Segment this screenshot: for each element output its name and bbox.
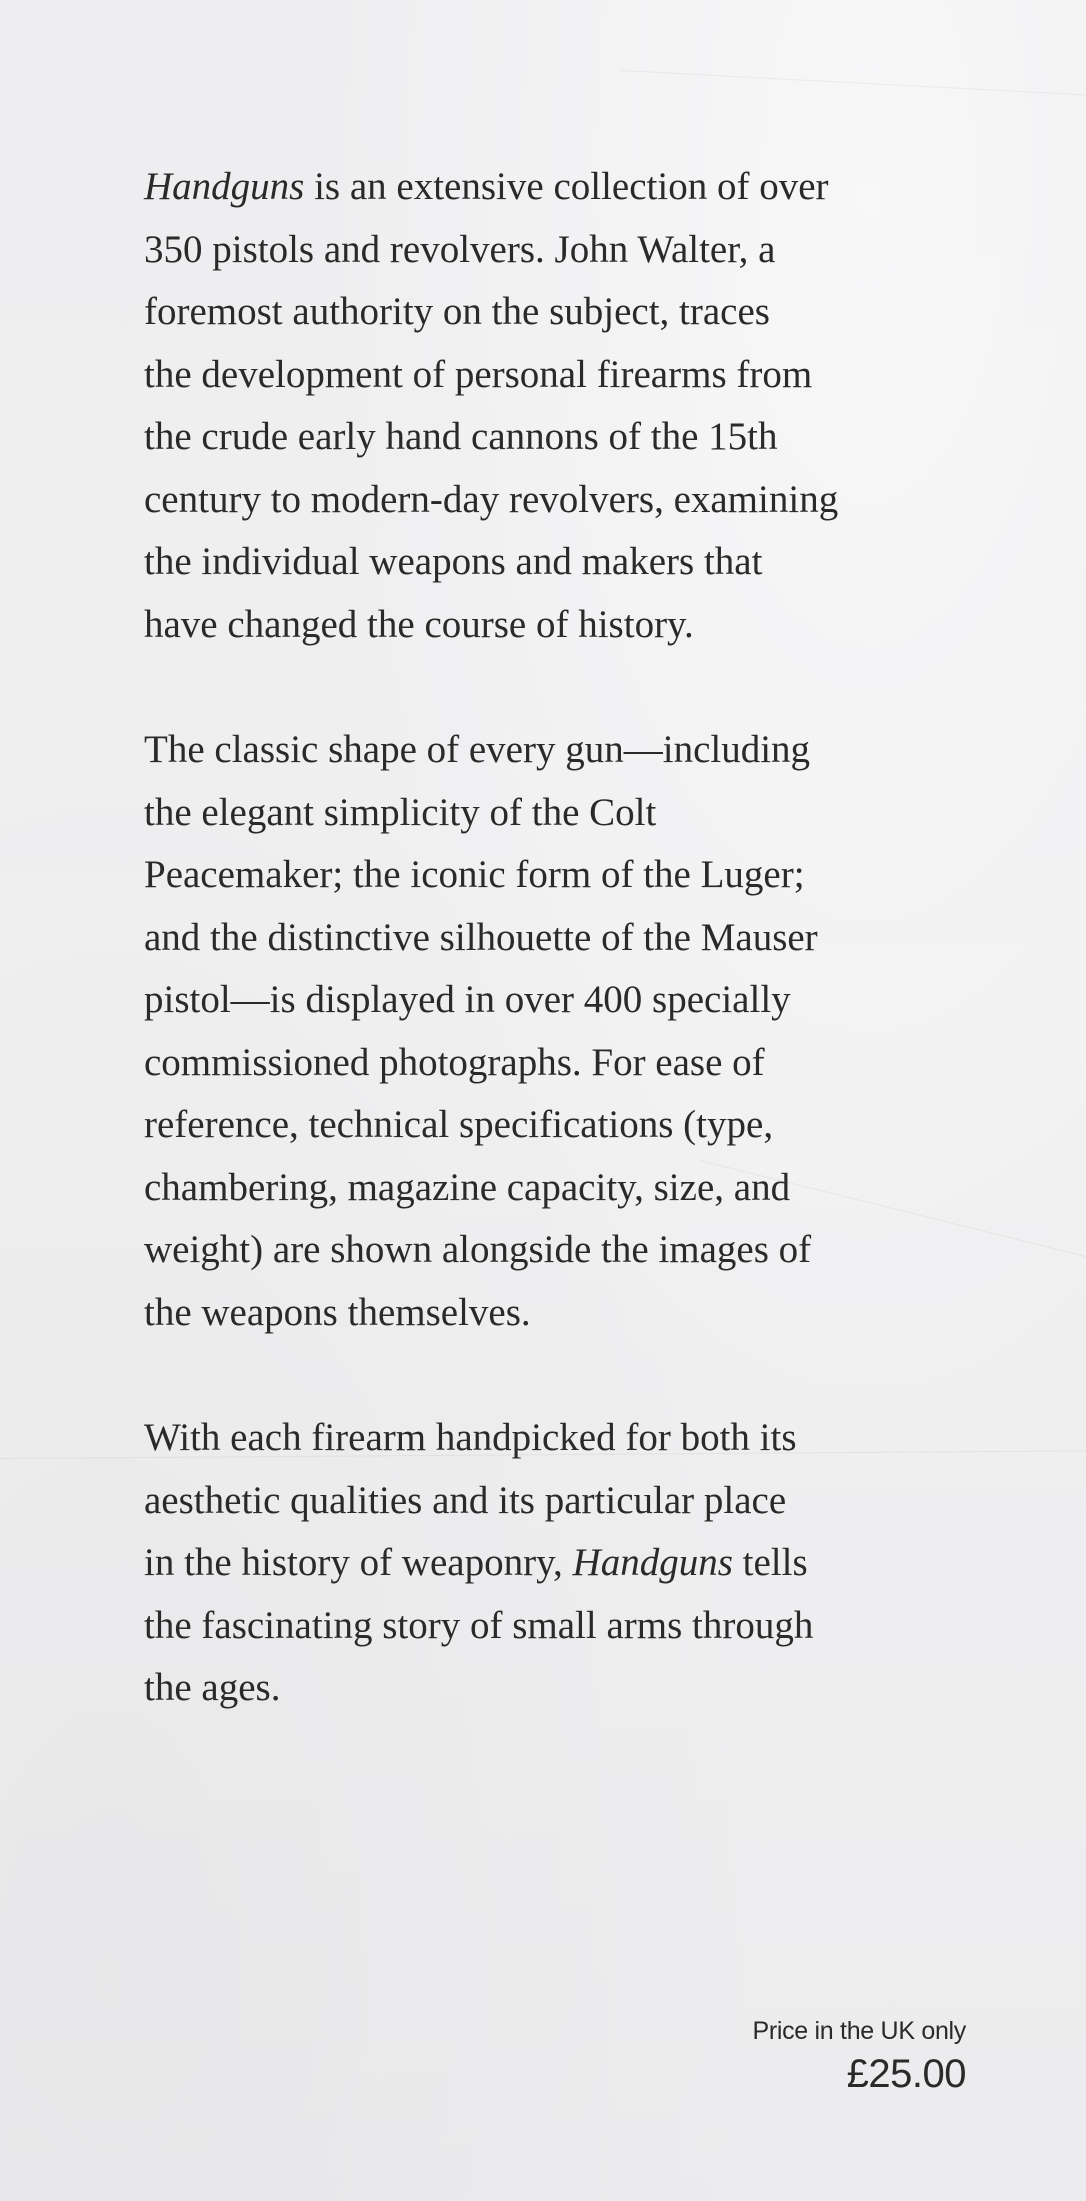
- blurb-line: [144, 1094, 984, 1157]
- blurb-line: [144, 531, 984, 594]
- blurb-text: [144, 156, 984, 1783]
- blurb-line: [144, 1032, 984, 1095]
- blurb-line: [144, 1282, 984, 1345]
- blurb-text-segment: and the distinctive silhouette of the Mauser: [144, 915, 818, 959]
- blurb-text-segment: is an extensive collection of over: [304, 165, 829, 208]
- blurb-text-segment: chambering, magazine capacity, size, and: [144, 1165, 791, 1209]
- blurb-line: [144, 1157, 984, 1220]
- blurb-line: [144, 1595, 984, 1658]
- blurb-line: [144, 782, 984, 845]
- price-note: Price in the UK only: [752, 2017, 966, 2045]
- blurb-text-segment: the elegant simplicity of the Colt: [144, 790, 657, 834]
- blurb-line: [144, 1470, 984, 1533]
- blurb-text-segment: have changed the course of history.: [144, 602, 694, 646]
- blurb-line: [144, 344, 984, 407]
- blurb-line: [144, 1219, 984, 1282]
- blurb-line: [144, 281, 984, 344]
- blurb-text-segment: commissioned photographs. For ease of: [144, 1040, 765, 1084]
- blurb-line: [144, 406, 984, 469]
- blurb-line: [144, 594, 984, 657]
- blurb-text-segment: the development of personal firearms from: [144, 352, 813, 396]
- blurb-paragraph: [144, 719, 984, 1344]
- blurb-text-segment: Peacemaker; the iconic form of the Luger;: [144, 853, 805, 896]
- blurb-line: [144, 969, 984, 1032]
- blurb-line: [144, 844, 984, 907]
- blurb-text-segment: tells: [732, 1541, 808, 1584]
- blurb-text-segment: weight) are shown alongside the images of: [144, 1228, 812, 1271]
- blurb-line: [144, 469, 984, 532]
- book-title-italic: Handguns: [144, 165, 305, 208]
- blurb-text-segment: aesthetic qualities and its particular place: [144, 1478, 787, 1522]
- blurb-line: [144, 219, 984, 282]
- blurb-line: [144, 1532, 984, 1595]
- blurb-paragraph: [144, 156, 984, 656]
- blurb-text-segment: the weapons themselves.: [144, 1290, 531, 1334]
- blurb-line: [144, 907, 984, 970]
- book-title-italic: Handguns: [572, 1541, 733, 1584]
- blurb-text-segment: foremost authority on the subject, traces: [144, 290, 770, 333]
- blurb-text-segment: century to modern-day revolvers, examining: [144, 477, 839, 521]
- blurb-line: [144, 1407, 984, 1470]
- cover-crease: [620, 70, 1086, 96]
- price-value: £25.00: [846, 2052, 966, 2096]
- blurb-text-segment: reference, technical specifications (type,: [144, 1103, 774, 1146]
- blurb-text-segment: pistol—is displayed in over 400 specially: [144, 978, 791, 1021]
- price-block: [752, 2014, 966, 2100]
- blurb-text-segment: the crude early hand cannons of the 15th: [144, 415, 778, 458]
- blurb-text-segment: the ages.: [144, 1666, 281, 1709]
- blurb-text-segment: With each firearm handpicked for both its: [144, 1416, 797, 1459]
- blurb-line: [144, 719, 984, 782]
- blurb-text-segment: the fascinating story of small arms through: [144, 1603, 814, 1647]
- blurb-line: [144, 1657, 984, 1720]
- blurb-text-segment: the individual weapons and makers that: [144, 540, 763, 583]
- blurb-text-segment: 350 pistols and revolvers. John Walter, a: [144, 227, 776, 271]
- blurb-text-segment: The classic shape of every gun—including: [144, 728, 811, 771]
- blurb-paragraph: [144, 1407, 984, 1720]
- blurb-line: [144, 156, 984, 219]
- blurb-text-segment: in the history of weaponry,: [144, 1541, 573, 1584]
